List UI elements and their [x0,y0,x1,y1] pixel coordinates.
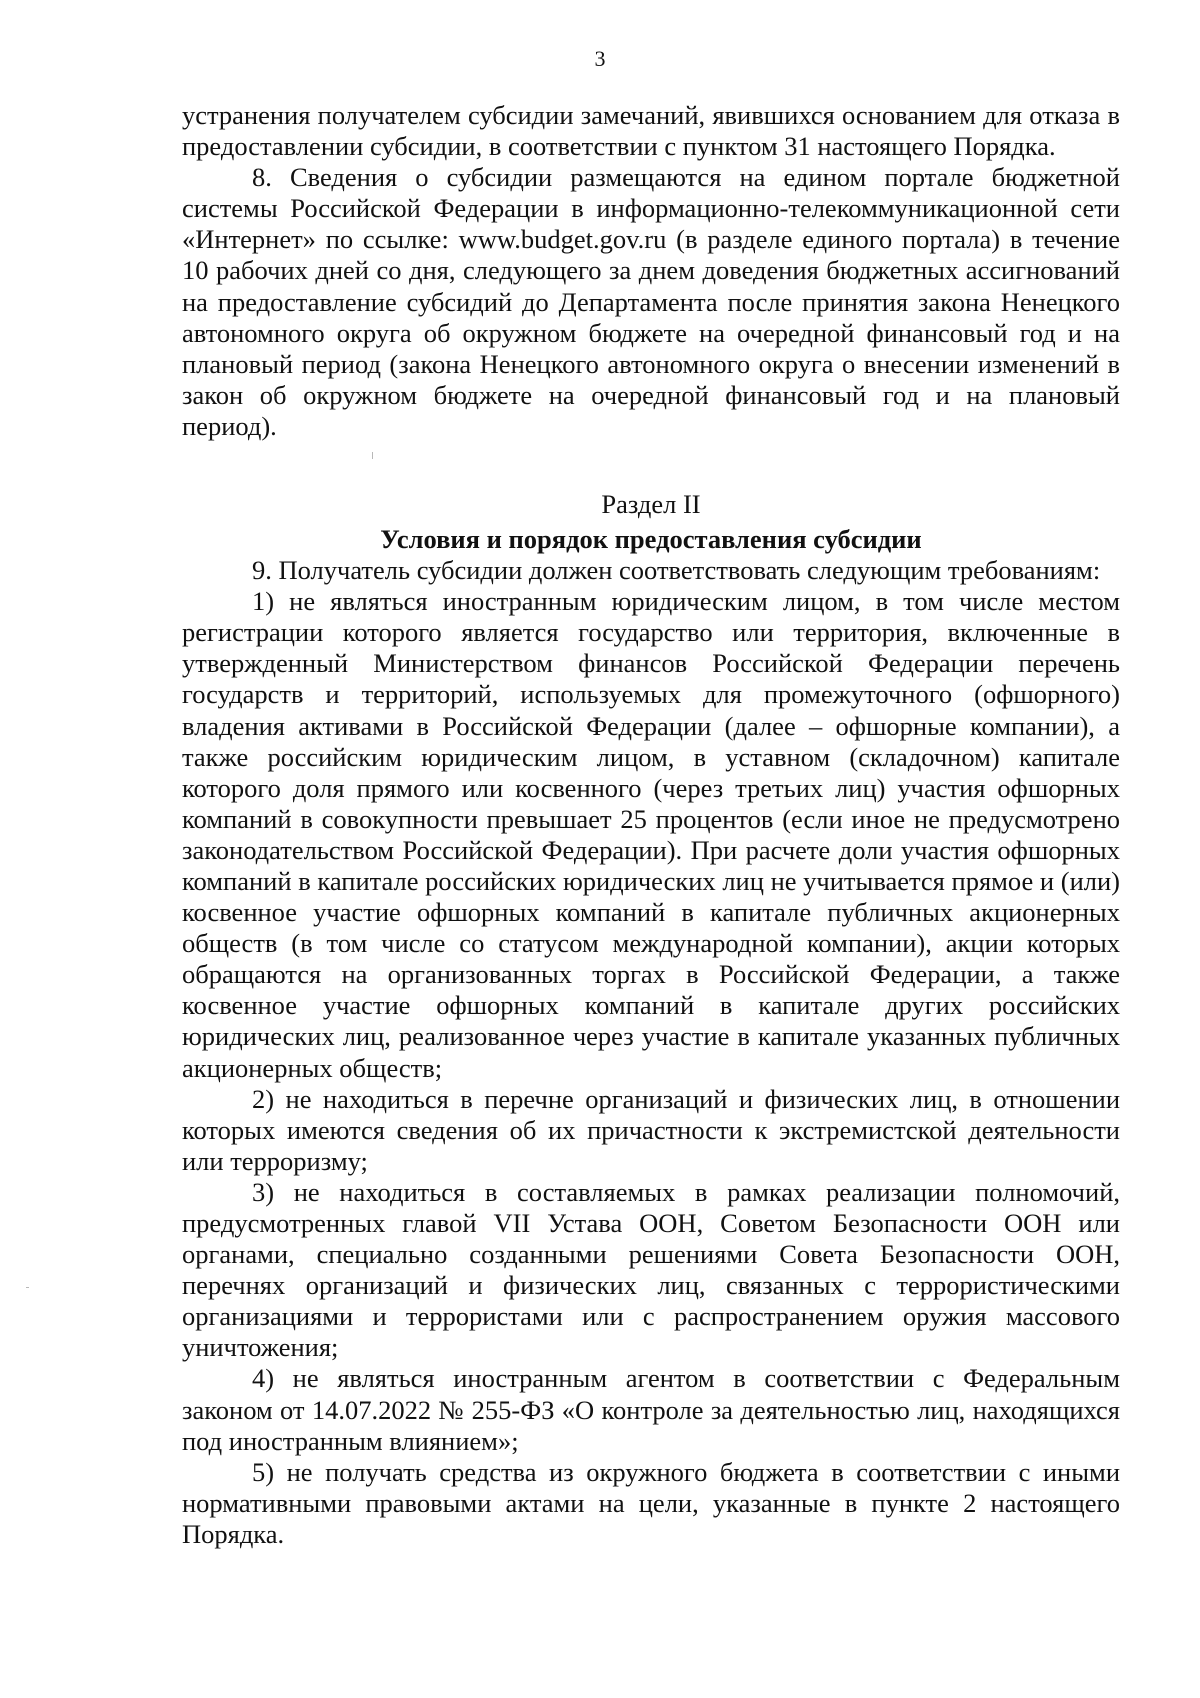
paragraph-item-8: 8. Сведения о субсидии размещаются на едином портале бюджетной системы Российской Федерации в информационно-телекоммуникационной сети «Интернет» по ссылке: www.budget.gov.ru (в разделе единого портала) в течение 10 рабочих дней со дня, следующего за днем доведения бюджетных ассигнований на предоставление субсидий до Департамента после принятия закона Ненецкого автономного округа об окружном бюджете на очередной финансовый год и на плановый период (закона Ненецкого автономного округа о внесении изменений в закон об окружном бюджете на очередной финансовый год и на плановый период). [182,162,1120,441]
section-title: Условия и порядок предоставления субсидии [380,524,922,555]
paragraph-continuation: устранения получателем субсидии замечаний, явившихся основанием для отказа в предоставлении субсидии, в соответствии с пунктом 31 настоящего Порядка. [182,100,1120,162]
requirement-4: 4) не являться иностранным агентом в соответствии с Федеральным законом от 14.07.2022 № 255-ФЗ «О контроле за деятельностью лиц, находящихся под иностранным влиянием»; [182,1363,1120,1456]
requirement-5: 5) не получать средства из окружного бюджета в соответствии с иными нормативными правовыми актами на цели, указанные в пункте 2 настоящего Порядка. [182,1456,1120,1549]
paragraph-item-9: 9. Получатель субсидии должен соответствовать следующим требованиям: [252,555,1101,586]
document-body [182,100,1120,1550]
page-number: 3 [594,46,606,71]
scan-mark [372,452,373,459]
section-heading [182,489,1120,555]
requirement-1: 1) не являться иностранным юридическим лицом, в том числе местом регистрации которого является государство или территория, включенные в утвержденный Министерством финансов Российской Федерации перечень государств и территорий, используемых для промежуточного (офшорного) владения активами в Российской Федерации (далее – офшорные компании), а также российским юридическим лицом, в уставном (складочном) капитале которого доля прямого или косвенного (через третьих лиц) участия офшорных компаний в совокупности превышает 25 процентов (если иное не предусмотрено законодательством Российской Федерации). При расчете доли участия офшорных компаний в капитале российских юридических лиц не учитывается прямое и (или) косвенное участие офшорных компаний в капитале публичных акционерных обществ (в том числе со статусом международной компании), акции которых обращаются на организованных торгах в Российской Федерации, а также косвенное участие офшорных компаний в капитале других российских юридических лиц, реализованное через участие в капитале указанных публичных акционерных обществ; [182,586,1120,1083]
scan-mark [26,1287,29,1288]
requirement-2: 2) не находиться в перечне организаций и физических лиц, в отношении которых имеются сведения об их причастности к экстремистской деятельности или терроризму; [182,1083,1120,1176]
requirement-3: 3) не находиться в составляемых в рамках реализации полномочий, предусмотренных главой VII Устава ООН, Советом Безопасности ООН или органами, специально созданными решениями Совета Безопасности ООН, перечнях организаций и физических лиц, связанных с террористическими организациями и террористами или с распространением оружия массового уничтожения; [182,1176,1120,1363]
section-label: Раздел II [601,489,701,520]
